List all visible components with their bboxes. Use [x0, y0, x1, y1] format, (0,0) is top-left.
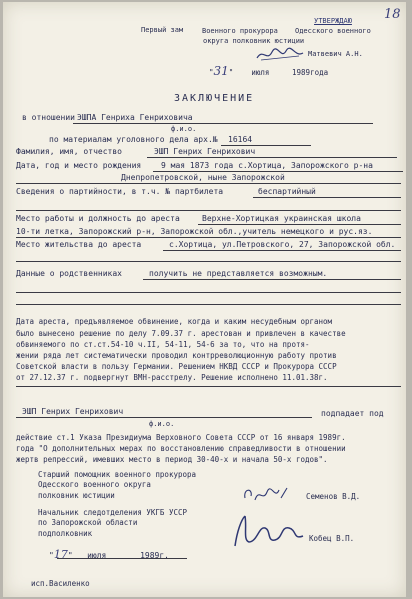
document-page: [3, 2, 406, 597]
field-work-line: [198, 224, 401, 225]
field-birth-line: [153, 171, 403, 172]
field-work-line-2: [16, 237, 401, 238]
document-title: ЗАКЛЮЧЕНИЕ: [174, 93, 255, 104]
arrest-line-4: жении ряда лет систематически проводил контрреволюционную работу против: [16, 351, 337, 360]
field-party-value: беспартийный: [258, 187, 316, 196]
field-residence-line: [163, 250, 401, 251]
field-residence-label: Место жительства до ареста: [16, 240, 142, 249]
approval-line-3: округа полковник юстиции: [203, 37, 305, 45]
field-birth-label: Дата, год и место рождения: [16, 161, 142, 170]
arrest-line-2: было вынесено решение по делу 7.09.37 г. арестован и привлечен в качестве: [16, 329, 346, 338]
blank-line-1: [16, 292, 401, 293]
approval-line-1: Военного прокурора: [202, 27, 278, 35]
signatory-2-line-2: по Запорожской области: [38, 518, 138, 527]
bottom-date: "17" июля 1989г.: [49, 548, 169, 561]
subject-suffix: подпадает под: [321, 409, 384, 418]
field-work-value: Верхне-Хортицкая украинская школа: [202, 214, 361, 223]
arrest-line-3: обвиняемого по ст.ст.54-10 ч.II, 54-11, 54-6 за то, что на протя-: [16, 340, 310, 349]
in-relation-label: в отношении: [22, 113, 75, 122]
signatory-2-line-1: Начальник следотделения УКГБ УССР: [38, 508, 188, 517]
approval-signer: Матвевич А.Н.: [308, 50, 363, 58]
approval-line-2: Одесского военного: [295, 27, 371, 35]
in-relation-value: ЭШПА Генриха Генриховича: [77, 113, 193, 122]
field-relatives-line: [143, 279, 401, 280]
signatory-1-line-2: Одесского военного округа: [38, 480, 151, 489]
signatory-1-line-3: полковник юстиции: [38, 491, 115, 500]
subject-name: ЭШП Генрих Генрихович: [22, 407, 124, 416]
approval-left-label: Первый зам: [141, 26, 184, 34]
field-birth-line-2: [16, 183, 401, 184]
field-work-value-2: 10-ти летка, Запорожский р-н, Запорожской обл.,учитель немецкого и рус.яз.: [16, 227, 373, 236]
bottom-date-line: [57, 558, 187, 559]
case-number: 16164: [228, 135, 253, 144]
arrest-line-5: Советской власти в пользу Германии. Решением НКВД СССР и Прокурора СССР: [16, 362, 337, 371]
field-fio-value: ЭШП Генрих Генрихович: [154, 147, 256, 156]
field-work-label: Место работы и должность до ареста: [16, 214, 180, 223]
page-number: 18: [384, 7, 401, 22]
field-relatives-label: Данные о родственниках: [16, 269, 122, 278]
arrest-line-1: Дата ареста, предъявляемое обвинение, когда и каким несудебным органом: [16, 317, 333, 326]
executor: исп.Василенко: [31, 579, 90, 588]
field-birth-value-2: Днепропетровской, ныне Запорожской: [121, 173, 285, 182]
field-relatives-value: получить не представляется возможным.: [149, 269, 328, 278]
signatory-2-signature: [231, 512, 307, 552]
blank-line-2: [16, 304, 401, 305]
decree-line-2: года "О дополнительных мерах по восстановлению справедливости в отношении: [16, 444, 346, 453]
field-residence-line-2: [16, 261, 401, 262]
arrest-end-line: [16, 386, 401, 387]
subject-caption: ф.и.о.: [149, 420, 175, 428]
decree-line-3: жертв репрессий, имевших место в период 30-40-х и начала 50-х годов".: [16, 455, 328, 464]
field-fio-label: Фамилия, имя, отчество: [16, 147, 122, 156]
in-relation-line: [73, 123, 373, 124]
subject-line: [16, 417, 312, 418]
signatory-1-signature: [241, 484, 291, 506]
case-line: [221, 145, 311, 146]
field-residence-value: с.Хортица, ул.Петровского, 27, Запорожской обл.: [169, 240, 396, 249]
in-relation-caption: ф.и.о.: [171, 125, 197, 133]
decree-line-1: действие ст.1 Указа Президиума Верховного Совета СССР от 16 января 1989г.: [16, 433, 346, 442]
signatory-2-name: Кобец В.П.: [309, 534, 355, 543]
approval-signature: [255, 46, 307, 64]
signatory-1-line-1: Старший помощник военного прокурора: [38, 470, 197, 479]
signatory-1-name: Семенов В.Д.: [306, 492, 361, 501]
field-fio-line: [147, 157, 397, 158]
arrest-line-6: от 27.12.37 г. подвергнут ВМН-расстрелу. Решение исполнено 11.01.38г.: [16, 373, 328, 382]
case-label: по материалам уголовного дела арх.№: [49, 135, 218, 144]
field-birth-value: 9 мая 1873 года с.Хортица, Запорожского р-на: [161, 161, 373, 170]
approval-date: "31" июля 1989года: [209, 64, 329, 78]
approval-stamp: УТВЕРЖДАЮ: [314, 17, 352, 25]
field-party-label: Сведения о партийности, в т.ч. № партбилета: [16, 187, 224, 196]
field-party-line-2: [16, 210, 401, 211]
field-party-line: [253, 197, 401, 198]
signatory-2-line-3: подполковник: [38, 529, 93, 538]
